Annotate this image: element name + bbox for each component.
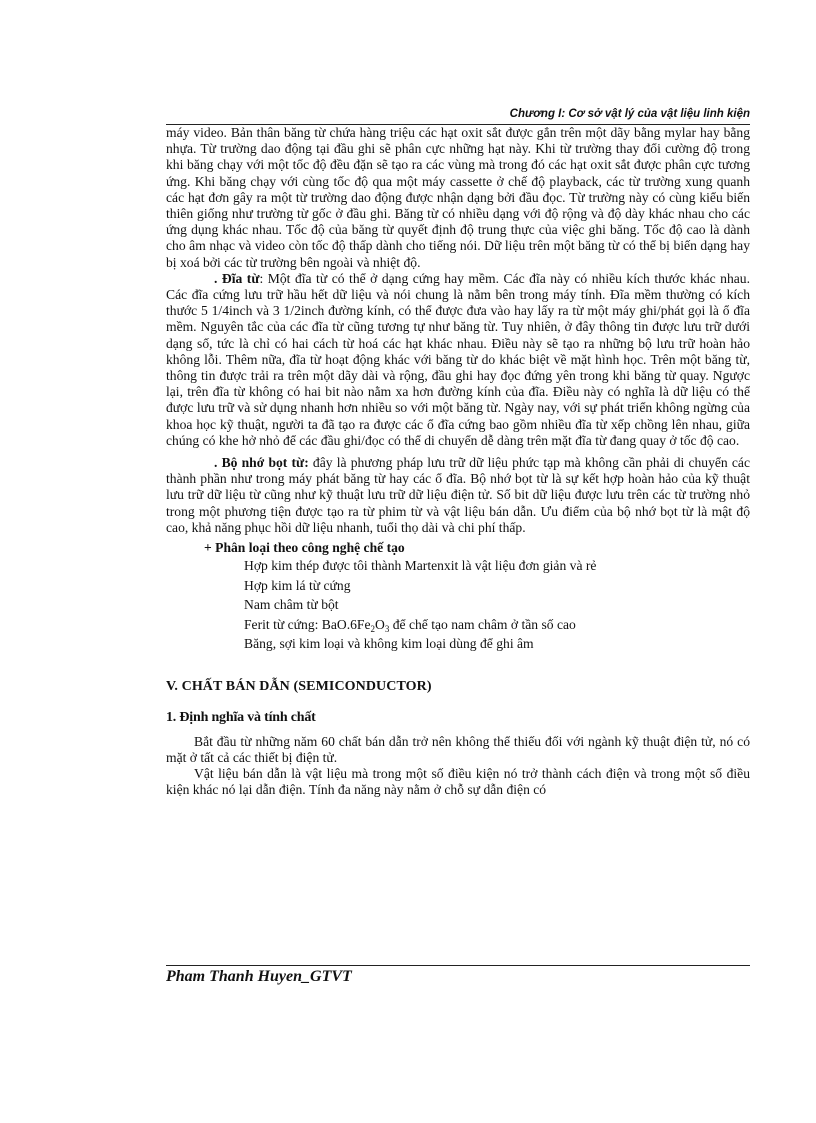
paragraph-semiconductor-definition: Vật liệu bán dẫn là vật liệu mà trong một số điều kiện nó trở thành cách điện và trong một số điều kiện khác nó lại dẫn điện. Tính đa năng này nằm ở chỗ sự dẫn điện có: [166, 766, 750, 798]
footer-rule: [166, 965, 750, 966]
list-item: Hợp kim lá từ cứng: [244, 577, 351, 593]
ferrite-suffix: để chế tạo nam châm ở tần số cao: [389, 616, 576, 632]
list-item: Nam châm từ bột: [244, 597, 339, 613]
body-text: [166, 125, 750, 799]
classification-list: [166, 556, 750, 653]
subscript: 3: [384, 623, 390, 634]
paragraph-magnetic-tape: máy video. Bản thân băng từ chứa hàng triệu các hạt oxit sắt được gắn trên một dãy bằng mylar hay bằng nhựa. Từ trường dao động tại đầu ghi sẽ phân cực những hạt này. Khi từ trường thay đổi cường độ trong khi băng chạy với một tốc độ đều đặn sẽ tạo ra các vùng mà trong đó các hạt oxit sắt được phân cực tương ứng. Khi băng chạy với cùng tốc độ qua một máy cassette ở chế độ playback, các từ trường xung quanh các hạt đơn gây ra một từ trường dao động được nhận dạng bởi đầu đọc. Từ trường này có cùng kiểu biến thiên giống như trường từ gốc ở đầu ghi. Băng từ có nhiều dạng với độ rộng và độ dày khác nhau cho các ứng dụng khác nhau. Tốc độ của băng từ quyết định độ trung thực của việc ghi băng. Tốc độ cao là dành cho âm nhạc và video còn tốc độ thấp dành cho tiếng nói. Dữ liệu trên một băng từ có thể bị biến dạng hay bị xoá bởi các từ trường bên ngoài và nhiệt độ.: [166, 125, 750, 270]
ferrite-prefix: Ferit từ cứng: BaO.6Fe: [244, 616, 371, 632]
bubble-term: . Bộ nhớ bọt từ:: [214, 455, 309, 471]
list-item: [244, 615, 750, 634]
disk-description: : Một đĩa từ có thể ở dạng cứng hay mềm. Các đĩa này có nhiều kích thước khác nhau. Các đĩa cứng lưu trữ hầu hết dữ liệu và nói chung là nằm bên trong máy tính. Đĩa mềm thường có kích thước 5 1/4inch và 3 1/2inch đường kính, có thể được đưa vào hay lấy ra từ một máy ghi/phát gọi là ổ đĩa mềm. Nguyên tắc của các đĩa từ cũng tương tự như băng từ. Tuy nhiên, ở đây thông tin được lưu trữ dưới dạng số, tức là chỉ có hai cách từ hoá các hạt khác nhau. Điều này sẽ tạo ra những bộ lưu trữ hoàn hảo không lỗi. Thêm nữa, đĩa từ hoạt động khác với băng từ do khác biệt về mặt hình học. Trên một băng từ, thông tin được trải ra trên một dãy dài và rộng, đầu ghi hay đọc đứng yên trong khi băng từ quay. Ngược lại, trên đĩa từ không có hai bit nào nằm xa hơn đường kính của đĩa. Điều này có nghĩa là dữ liệu có thể được lưu trữ và sử dụng nhanh hơn nhiều so với một băng từ. Ngày nay, với sự phát triển không ngừng của khoa học kỹ thuật, người ta đã tạo ra được các ổ đĩa cứng bao gồm nhiều đĩa từ xếp chồng lên nhau, giữa chúng có khe hở nhỏ để các đầu ghi/đọc có thể di chuyển dễ dàng trên mặt đĩa từ đang quay ở tốc độ cao.: [166, 270, 750, 448]
document-page: [166, 104, 750, 799]
section-heading: V. CHẤT BÁN DẪN (SEMICONDUCTOR): [166, 679, 432, 695]
subsection-heading: 1. Định nghĩa và tính chất: [166, 709, 316, 725]
running-header: Chương I: Cơ sở vật lý của vật liệu linh kiện: [509, 108, 750, 120]
list-item: Hợp kim thép được tôi thành Martenxit là vật liệu đơn giản và rẻ: [244, 558, 597, 574]
bubble-description: đây là phương pháp lưu trữ dữ liệu phức tạp mà không cần phải di chuyển các thành phần như trong máy phát băng từ hay các ổ đĩa. Bộ nhớ bọt từ là sự kết hợp hoàn hảo của kỹ thuật lưu trữ dữ liệu từ cũng như kỹ thuật lưu trữ dữ liệu điện tử. Số bit dữ liệu được lưu trên các từ trường nhỏ trong một phương tiện được tạo ra từ phim từ và vật liệu bán dẫn. Ưu điểm của bộ nhớ bọt từ là mật độ cao, khả năng phục hồi dữ liệu nhanh, tuổi thọ dài và chi phí thấp.: [166, 455, 750, 535]
ferrite-mid: O: [375, 616, 385, 632]
subscript: 2: [370, 623, 375, 634]
list-item: Băng, sợi kim loại và không kim loại dùng để ghi âm: [244, 635, 534, 651]
disk-term: . Đĩa từ: [214, 270, 260, 286]
paragraph-magnetic-disk: [166, 271, 750, 449]
paragraph-semiconductor-intro: Bắt đầu từ những năm 60 chất bán dẫn trở nên không thể thiếu đối với ngành kỹ thuật điện tử, nó có mặt ở tất cả các thiết bị điện tử.: [166, 733, 750, 765]
footer-author: Pham Thanh Huyen_GTVT: [166, 968, 352, 985]
paragraph-bubble-memory: [166, 455, 750, 536]
classification-heading: + Phân loại theo công nghệ chế tạo: [204, 540, 405, 556]
